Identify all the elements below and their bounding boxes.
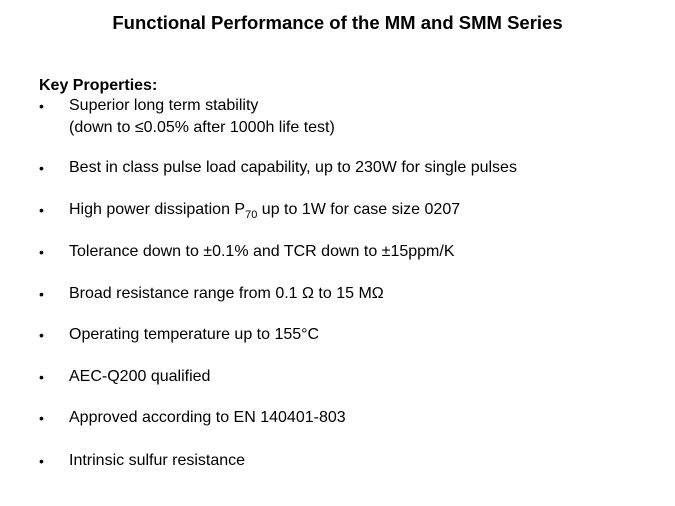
slide-title: Functional Performance of the MM and SMM Series bbox=[112, 12, 563, 33]
key-properties-heading: Key Properties: bbox=[39, 77, 158, 94]
list-item-text: Operating temperature up to 155°C bbox=[69, 326, 320, 343]
list-item-text: Intrinsic sulfur resistance bbox=[69, 452, 246, 469]
list-item-text: Approved according to EN 140401-803 bbox=[69, 409, 346, 426]
bullet-marker: • bbox=[39, 244, 44, 260]
subscript: 70 bbox=[245, 209, 258, 221]
list-item-text: Best in class pulse load capability, up to 230W for single pulses bbox=[69, 159, 517, 176]
bullet-marker: • bbox=[39, 98, 44, 114]
list-item-text: Broad resistance range from 0.1 Ω to 15 MΩ bbox=[69, 285, 384, 302]
bullet-marker: • bbox=[39, 286, 44, 302]
list-item-text: Superior long term stability bbox=[69, 97, 259, 114]
bullet-marker: • bbox=[39, 160, 44, 176]
bullet-marker: • bbox=[39, 327, 44, 343]
list-item-text bbox=[69, 200, 460, 221]
bullet-marker: • bbox=[39, 453, 44, 469]
bullet-marker: • bbox=[39, 410, 44, 426]
bullet-marker: • bbox=[39, 202, 44, 218]
list-item-text: (down to ≤0.05% after 1000h life test) bbox=[69, 119, 335, 136]
text-part: High power dissipation P bbox=[69, 201, 246, 218]
bullet-marker: • bbox=[39, 369, 44, 385]
list-item-text: AEC-Q200 qualified bbox=[69, 368, 211, 385]
list-item-text: Tolerance down to ±0.1% and TCR down to ±15ppm/K bbox=[69, 243, 455, 260]
text-part: up to 1W for case size 0207 bbox=[257, 201, 461, 218]
